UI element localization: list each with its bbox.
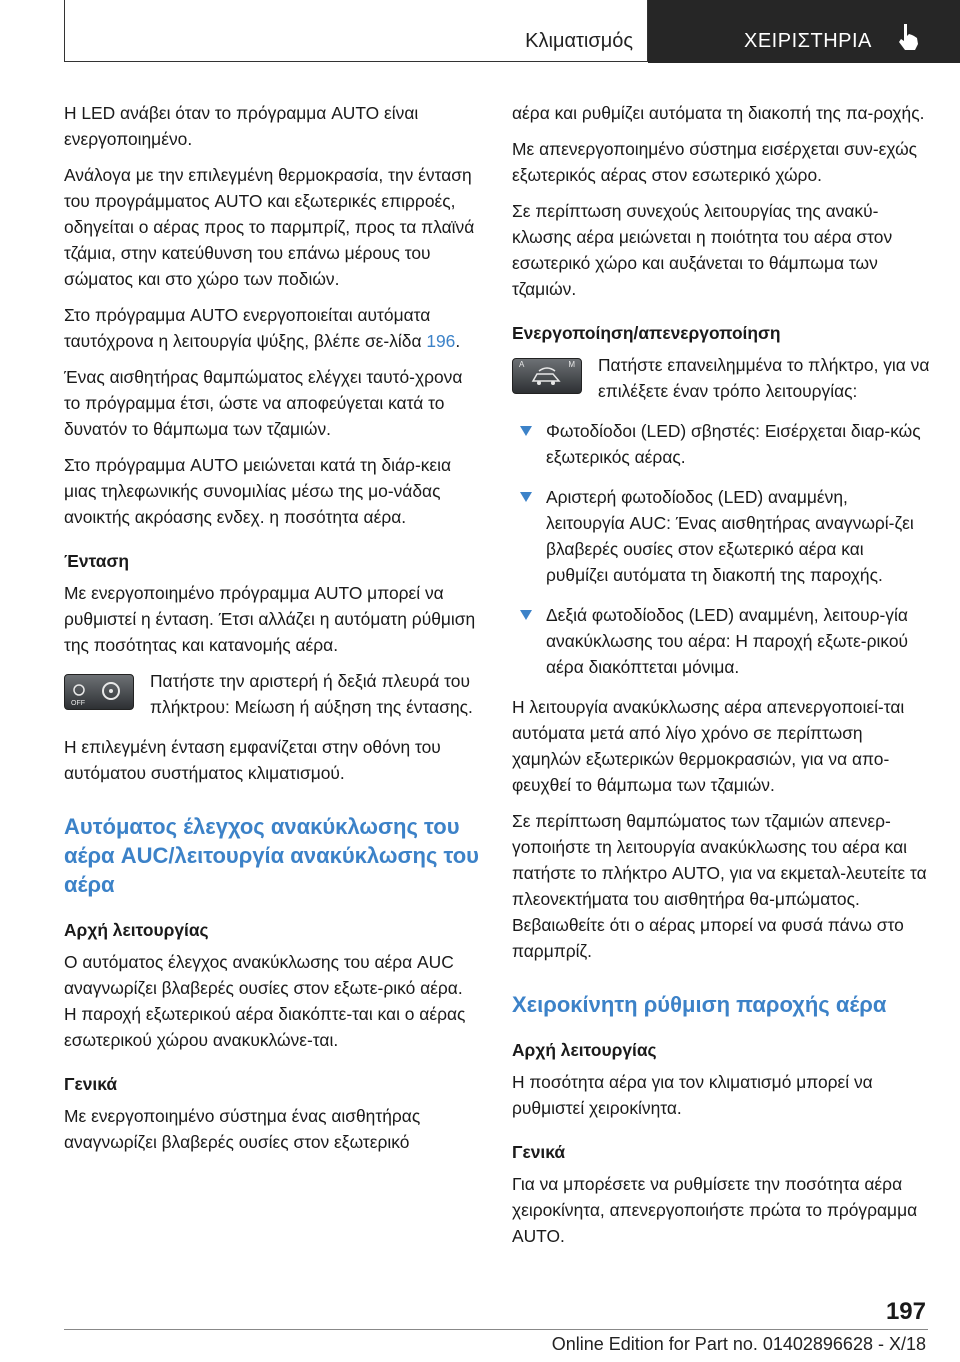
subheading: Ένταση	[64, 551, 129, 571]
paragraph: Ανάλογα με την επιλεγμένη θερμοκρασία, την ένταση του προγράμματος AUTO και εξωτερικές επιρροές, οδηγείται ο αέρας προς το παρμπρίζ, προς τα πλαϊνά τζάμια, στην κατεύθυνση του επάνω μέρους του σώματος και στο χώρο των ποδιών.	[64, 165, 475, 289]
paragraph: Η LED ανάβει όταν το πρόγραμμα AUTO είναι ενεργοποιημένο.	[64, 103, 419, 149]
paragraph: Με ενεργοποιημένο πρόγραμμα AUTO μπορεί να ρυθμιστεί η ένταση. Έτσι αλλάζει η αυτόματη ρύθμιση της ποσότητας και κατανομής αέρα.	[64, 583, 476, 655]
list-item: Αριστερή φωτοδίοδος (LED) αναμμένη, λειτουργία AUC: Ένας αισθητήρας αναγνωρί-ζει βλαβερές ουσίες στον εξωτερικό αέρα και ρυθμίζει αυτόματα τη διακοπή της παροχής.	[512, 484, 930, 588]
triangle-bullet-icon	[520, 610, 532, 620]
subheading: Γενικά	[64, 1074, 118, 1094]
chapter-tab	[64, 0, 648, 62]
triangle-bullet-icon	[520, 492, 532, 502]
paragraph: Στο πρόγραμμα AUTO μειώνεται κατά τη διάρ-κεια μιας τηλεφωνικής συνομιλίας μέσω της μο-νάδας ανοικτής ακρόασης ενδεχ. η ποσότητα αέρα.	[64, 455, 452, 527]
list-item: Δεξιά φωτοδίοδος (LED) αναμμένη, λειτουρ-γία ανακύκλωσης του αέρα: Η παροχή εξωτε-ρικού αέρα διακόπτεται μόνιμα.	[512, 602, 930, 680]
button-instruction	[512, 352, 930, 408]
subheading: Αρχή λειτουργίας	[64, 920, 209, 940]
page-number: 197	[885, 1298, 926, 1325]
section-title: ΧΕΙΡΙΣΤΗΡΙΑ	[744, 30, 872, 52]
right-column	[512, 100, 930, 1259]
paragraph: Για να μπορέσετε να ρυθμίσετε την ποσότητα αέρα χειροκίνητα, απενεργοποιήστε πρώτα το πρόγραμμα AUTO.	[512, 1174, 918, 1246]
recirculation-button-image	[512, 358, 582, 394]
paragraph: αέρα και ρυθμίζει αυτόματα τη διακοπή της πα-ροχής.	[512, 103, 925, 123]
section-heading: Αυτόματος έλεγχος ανακύκλωσης του αέρα AUC/λειτουργία ανακύκλωσης του αέρα	[64, 814, 479, 897]
paragraph: Σε περίπτωση θαμπώματος των τζαμιών απενερ-γοποιήστε τη λειτουργία ανακύκλωσης του αέρα και πατήστε το πλήκτρο AUTO, για να εκμεταλ-λευτείτε τα πλεονεκτήματα του αισθητήρα θα-μπώματος. Βεβαιωθείτε ότι ο αέρας μπορεί να φυσά πάνω στο παρμπρίζ.	[512, 811, 927, 961]
paragraph: Η ποσότητα αέρα για τον κλιματισμό μπορεί να ρυθμιστεί χειροκίνητα.	[512, 1072, 873, 1118]
section-tab	[648, 0, 960, 63]
bullet-list	[512, 418, 930, 680]
subheading: Αρχή λειτουργίας	[512, 1040, 657, 1060]
a-label: A	[519, 360, 525, 369]
chapter-title: Κλιματισμός	[525, 30, 633, 52]
left-column	[64, 100, 479, 1165]
paragraph: Ο αυτόματος έλεγχος ανακύκλωσης του αέρα AUC αναγνωρίζει βλαβερές ουσίες στον εξωτε-ρικό αέρα. Η παροχή εξωτερικού αέρα διακόπτε-ται και ο αέρας εσωτερικού χώρου ανακυκλώνε-ται.	[64, 952, 466, 1050]
paragraph: Η επιλεγμένη ένταση εμφανίζεται στην οθόνη του αυτόματου συστήματος κλιματισμού.	[64, 737, 441, 783]
paragraph: Με απενεργοποιημένο σύστημα εισέρχεται συν-εχώς εξωτερικός αέρας στον εσωτερικό χώρο.	[512, 139, 918, 185]
subheading: Γενικά	[512, 1142, 566, 1162]
list-item: Φωτοδίοδοι (LED) σβηστές: Εισέρχεται διαρ-κώς εξωτερικός αέρας.	[512, 418, 930, 470]
paragraph: Στο πρόγραμμα AUTO ενεργοποιείται αυτόματα ταυτόχρονα η λειτουργία ψύξης, βλέπε σε-λίδα 196.	[64, 305, 461, 351]
hand-pointer-icon	[896, 22, 922, 52]
paragraph: Ένας αισθητήρας θαμπώματος ελέγχει ταυτό-χρονα το πρόγραμμα έτσι, ώστε να αποφεύγεται κατά το δυνατόν το θάμπωμα των τζαμιών.	[64, 367, 463, 439]
paragraph: Σε περίπτωση συνεχούς λειτουργίας της ανακύ-κλωσης αέρα μειώνεται η ποιότητα του αέρα στον εσωτερικό χώρο και αυξάνεται το θάμπωμα των τζαμιών.	[512, 201, 893, 299]
instruction-text: Πατήστε επανειλημμένα το πλήκτρο, για να επιλέξετε έναν τρόπο λειτουργίας:	[598, 355, 930, 401]
footer-divider	[64, 1329, 928, 1330]
edition-note: Online Edition for Part no. 01402896628 - X/18	[551, 1334, 926, 1354]
button-instruction	[64, 668, 479, 724]
paragraph: Με ενεργοποιημένο σύστημα ένας αισθητήρας αναγνωρίζει βλαβερές ουσίες στον εξωτερικό	[64, 1106, 421, 1152]
instruction-text: Πατήστε την αριστερή ή δεξιά πλευρά του πλήκτρου: Μείωση ή αύξηση της έντασης.	[150, 671, 473, 717]
triangle-bullet-icon	[520, 426, 532, 436]
page-header	[0, 0, 960, 64]
paragraph: Η λειτουργία ανακύκλωσης αέρα απενεργοποιεί-ται αυτόματα μετά από λίγο χρόνο σε περίπτωση χαμηλών εξωτερικών θερμοκρασιών, για να απο-φευχθεί το θάμπωμα των τζαμιών.	[512, 697, 905, 795]
m-label: M	[568, 360, 575, 369]
off-label: OFF	[71, 700, 85, 707]
subheading: Ενεργοποίηση/απενεργοποίηση	[512, 323, 781, 343]
fan-intensity-button-image	[64, 674, 134, 710]
page-link[interactable]: 196	[426, 331, 456, 351]
section-heading: Χειροκίνητη ρύθμιση παροχής αέρα	[512, 992, 887, 1017]
